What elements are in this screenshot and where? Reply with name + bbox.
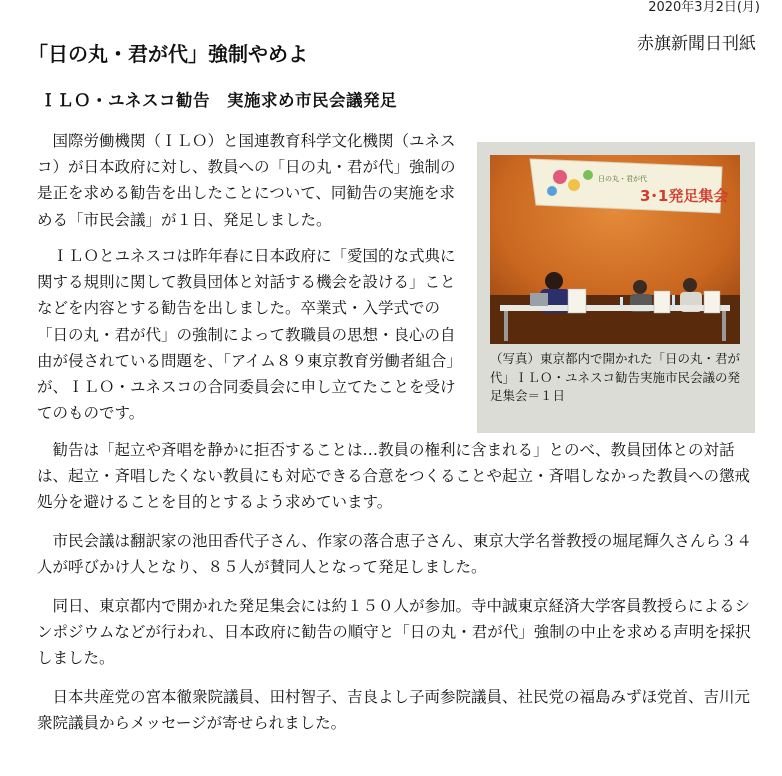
photo-caption: （写真）東京都内で開かれた「日の丸・君が代」ＩＬＯ・ユネスコ勧告実施市民会議の発足集会＝１日 xyxy=(490,351,741,403)
banner-text: 3･1発足集会 xyxy=(640,187,729,205)
article-paragraph-2: ＩＬＯとユネスコは昨年春に日本政府に「愛国的な式典に関する規則に関して教員団体と対話する機会を設ける」ことなどを内容とする勧告を出しました。卒業式・入学式での「日の丸・君が代」の強制によって教職員の思想・良心の自由が侵されている問題を、「アイム８９東京教育労働者組合」が、ＩＬＯ・ユネスコの合同委員会に申し立てたことを受けてのものです。 xyxy=(37,247,462,423)
publication-date: 2020年3月2日(月) xyxy=(648,0,760,15)
photo-figure xyxy=(477,142,755,433)
article-paragraph-1: 国際労働機関（ＩＬＯ）と国連教育科学文化機関（ユネスコ）が日本政府に対し、教員への「日の丸・君が代」強制の是正を求める勧告を出したことについて、同勧告の実施を求める「市民会議」が１日、発足しました。 xyxy=(37,132,456,229)
article-paragraph-6: 日本共産党の宮本徹衆院議員、田村智子、吉良よし子両参院議員、社民党の福島みずほ党首、吉川元衆院議員からメッセージが寄せられました。 xyxy=(37,688,751,733)
newspaper-name: 赤旗新聞日刊紙 xyxy=(637,34,756,54)
article-subheadline: ＩＬＯ・ユネスコ勧告 実施求め市民会議発足 xyxy=(40,91,397,110)
article-paragraph-5: 同日、東京都内で開かれた発足集会には約１５０人が参加。寺中誠東京経済大学客員教授らによるシンポジウムなどが行われ、日本政府に勧告の順守と「日の丸・君が代」強制の中止を求める声明を採択しました。 xyxy=(37,597,751,668)
svg-text:日の丸・君が代: 日の丸・君が代 xyxy=(598,175,647,183)
article-paragraph-4: 市民会議は翻訳家の池田香代子さん、作家の落合恵子さん、東京大学名誉教授の堀尾輝久さんら３４人が呼びかけ人となり、８５人が賛同人となって発足しました。 xyxy=(37,532,752,577)
article-paragraph-3: 勧告は「起立や斉唱を静かに拒否することは…教員の権利に含まれる」とのべ、教員団体との対話は、起立・斉唱したくない教員にも対応できる合意をつくることや起立・斉唱しなかった教員への懲戒処分を避けることを目的とするよう求めています。 xyxy=(37,441,751,512)
meeting-photo xyxy=(490,155,740,344)
article-headline: 「日の丸・君が代」強制やめよ xyxy=(28,42,308,66)
